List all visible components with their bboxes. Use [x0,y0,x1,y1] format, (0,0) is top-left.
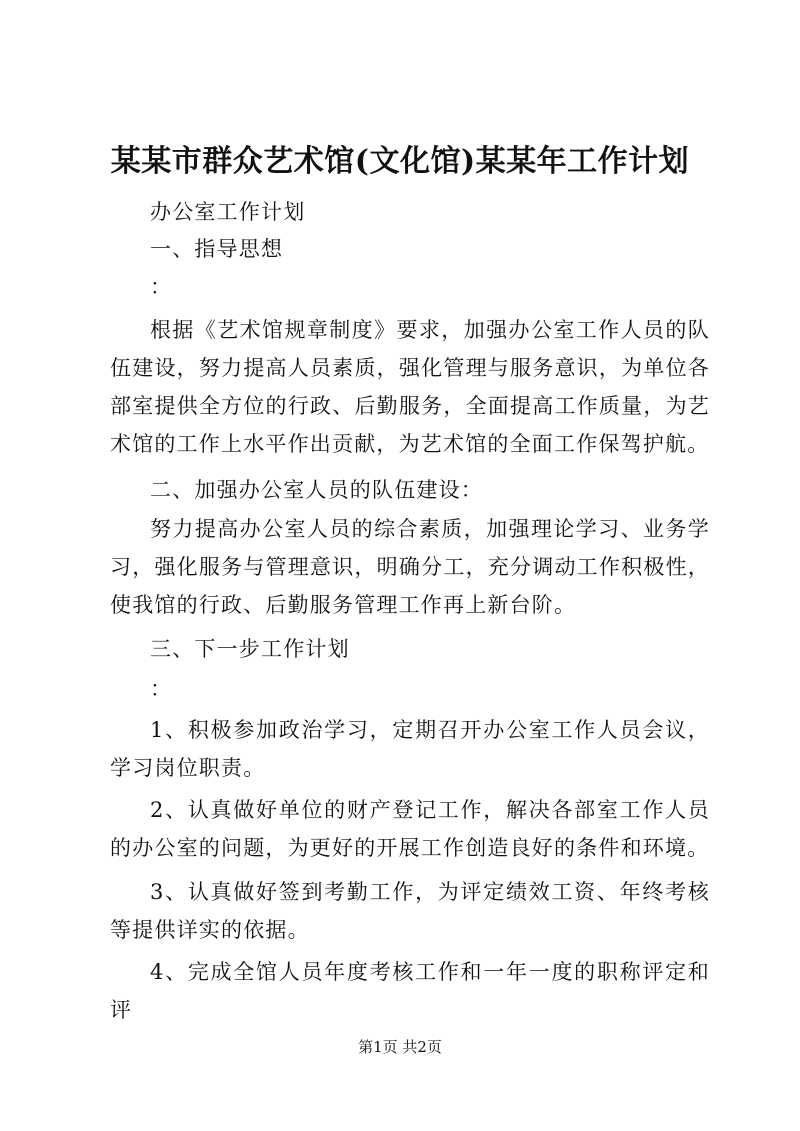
page-title: 某某市群众艺术馆(文化馆)某某年工作计划 [110,144,690,179]
list-item-3: 3、认真做好签到考勤工作，为评定绩效工资、年终考核等提供详实的依据。 [110,880,710,942]
colon-line: ： [150,275,171,299]
list-item-4: 4、完成全馆人员年度考核工作和一年一度的职称评定和评 [110,960,710,1022]
paragraph-guiding-ideology: 根据《艺术馆规章制度》要求，加强办公室工作人员的队伍建设，努力提高人员素质，强化管理与服务意识，为单位各部室提供全方位的行政、后勤服务，全面提高工作质量，为艺术馆的工作上水平作出贡献，为艺术馆的全面工作保驾护航。 [110,318,710,456]
heading-next-steps: 三、下一步工作计划 [150,637,350,661]
colon-line: ： [150,677,171,701]
list-item-2: 2、认真做好单位的财产登记工作，解决各部室工作人员的办公室的问题，为更好的开展工作创造良好的条件和环境。 [110,798,710,860]
heading-guiding-ideology: 一、指导思想 [150,237,284,261]
paragraph-team-building: 努力提高办公室人员的综合素质，加强理论学习、业务学习，强化服务与管理意识，明确分工，充分调动工作积极性，使我馆的行政、后勤服务管理工作再上新台阶。 [110,517,710,617]
heading-team-building: 二、加强办公室人员的队伍建设： [150,478,483,502]
section-heading: 办公室工作计划 [150,200,306,224]
list-item-1: 1、积极参加政治学习，定期召开办公室工作人员会议，学习岗位职责。 [110,718,710,780]
page-footer: 第1页 共2页 [358,1038,442,1056]
